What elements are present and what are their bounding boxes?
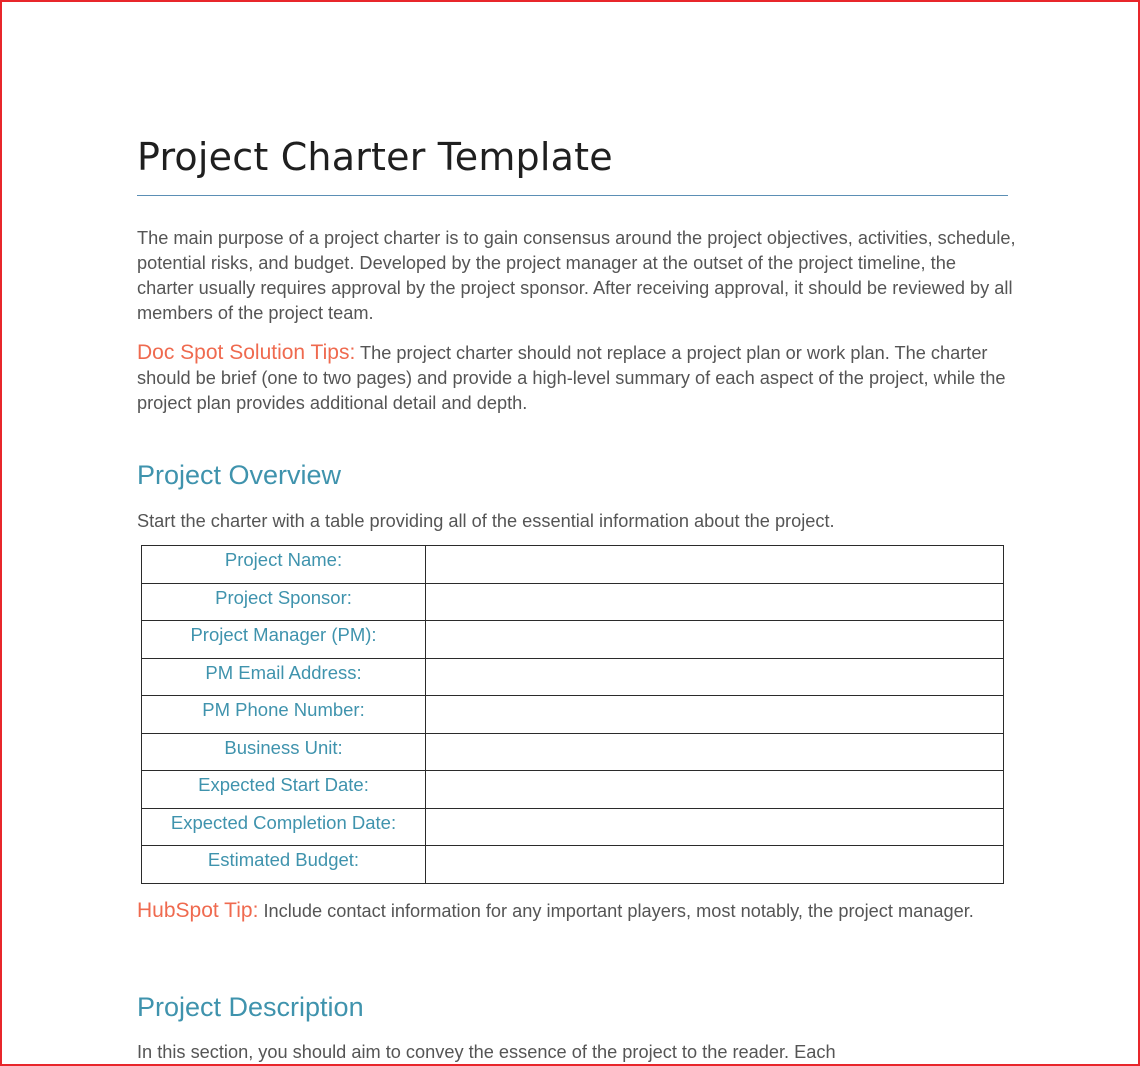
row-value-cell[interactable]	[426, 696, 1004, 734]
overview-description: Start the charter with a table providing all of the essential information about the project.	[137, 511, 835, 531]
table-row	[142, 583, 1004, 621]
hubspot-tip-paragraph	[137, 898, 1017, 924]
row-label: Estimated Budget:	[142, 846, 426, 884]
table-row	[142, 546, 1004, 584]
table-row	[142, 733, 1004, 771]
row-value-cell[interactable]	[426, 808, 1004, 846]
hubspot-tip-label: HubSpot Tip:	[137, 899, 259, 922]
table-row	[142, 621, 1004, 659]
table-row	[142, 658, 1004, 696]
row-label: Project Sponsor:	[142, 583, 426, 621]
row-label: PM Email Address:	[142, 658, 426, 696]
row-label: Project Manager (PM):	[142, 621, 426, 659]
table-row	[142, 771, 1004, 809]
row-value-cell[interactable]	[426, 658, 1004, 696]
row-label: Project Name:	[142, 546, 426, 584]
row-value-cell[interactable]	[426, 621, 1004, 659]
hubspot-tip-text: Include contact information for any important players, most notably, the project manager.	[258, 901, 974, 921]
tip-paragraph	[137, 340, 1017, 416]
row-label: PM Phone Number:	[142, 696, 426, 734]
section-heading-project-description: Project Description	[137, 992, 364, 1022]
table-row	[142, 808, 1004, 846]
row-value-cell[interactable]	[426, 846, 1004, 884]
row-label: Expected Completion Date:	[142, 808, 426, 846]
row-value-cell[interactable]	[426, 733, 1004, 771]
title-underline	[137, 195, 1008, 196]
tip-text: The project charter should not replace a project plan or work plan. The charter should be brief (one to two pages) and provide a high-level summary of each aspect of the project, while the project plan provides additional detail and depth.	[137, 343, 1006, 413]
document-title: Project Charter Template	[137, 135, 613, 179]
row-label: Expected Start Date:	[142, 771, 426, 809]
table-row	[142, 846, 1004, 884]
project-overview-table	[141, 545, 1004, 884]
description-paragraph: In this section, you should aim to convey the essence of the project to the reader. Each	[137, 1042, 836, 1062]
row-value-cell[interactable]	[426, 546, 1004, 584]
row-label: Business Unit:	[142, 733, 426, 771]
intro-paragraph: The main purpose of a project charter is to gain consensus around the project objectives, activities, schedule, potential risks, and budget. Developed by the project manager at the outset of the project timeline, the charter usually requires approval by the project sponsor. After receiving approval, it should be reviewed by all members of the project team.	[137, 228, 1016, 323]
row-value-cell[interactable]	[426, 771, 1004, 809]
section-heading-project-overview: Project Overview	[137, 460, 342, 490]
tip-label: Doc Spot Solution Tips:	[137, 341, 356, 364]
row-value-cell[interactable]	[426, 583, 1004, 621]
table-row	[142, 696, 1004, 734]
